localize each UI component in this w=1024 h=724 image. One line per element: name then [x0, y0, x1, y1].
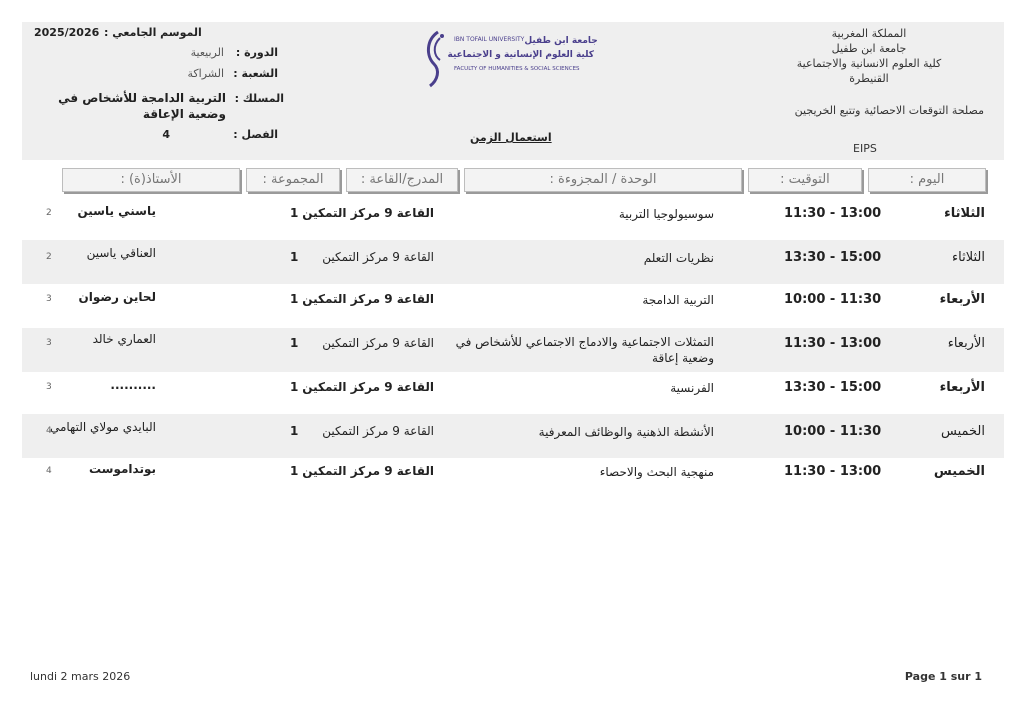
row-room: القاعة 9 مركز التمكين [322, 424, 434, 438]
row-room: القاعة 9 مركز التمكين [322, 250, 434, 264]
column-header-group: المجموعة : [246, 168, 340, 192]
logo-emblem-icon [420, 30, 450, 88]
table-row [22, 374, 1004, 414]
row-day: الأربعاء [939, 380, 985, 395]
row-time: 10:00 - 11:30 [784, 292, 882, 307]
column-header-prof: الأستاذ(ة) : [62, 168, 240, 192]
page-title: استعمال الزمن [470, 131, 552, 144]
row-prof: بوتداموست [88, 462, 156, 476]
row-group: 1 [290, 464, 299, 478]
faculty-name: كلية العلوم الانسانية والاجتماعية [796, 57, 942, 70]
row-day: الأربعاء [947, 336, 985, 351]
row-edge-mark: 3 [46, 338, 52, 348]
logo-ar-line1: جامعة ابن طفيل [524, 36, 598, 46]
row-prof: البايدي مولاي التهامي [49, 420, 156, 434]
row-room: القاعة 9 مركز التمكين [302, 380, 434, 394]
table-row [22, 286, 1004, 326]
institution-block [754, 26, 984, 86]
row-time: 11:30 - 13:00 [784, 336, 882, 351]
row-time: 13:30 - 15:00 [784, 250, 882, 265]
row-edge-mark: 3 [46, 382, 52, 392]
logo-en-line1: IBN TOFAIL UNIVERSITY [454, 36, 525, 43]
season-value: 2025/2026 [34, 26, 100, 39]
logo-ar-line2: كلية العلوم الإنسانية و الاجتماعية [447, 50, 594, 60]
logo-en-line2: FACULTY OF HUMANITIES & SOCIAL SCIENCES [454, 66, 580, 72]
branch-value: الشراكة [187, 67, 224, 80]
table-row [22, 240, 1004, 284]
row-group: 1 [290, 336, 299, 350]
kingdom-name: المملكة المغربية [831, 27, 907, 40]
branch-label: الشعبة : [233, 67, 278, 80]
row-time: 10:00 - 11:30 [784, 424, 882, 439]
row-time: 11:30 - 13:00 [784, 464, 882, 479]
row-room: القاعة 9 مركز التمكين [302, 292, 434, 306]
season-label: الموسم الجامعي : [104, 26, 202, 39]
row-day: الثلاثاء [944, 206, 985, 221]
row-prof: العماري خالد [92, 332, 156, 346]
row-prof: ياسني ياسين [77, 204, 156, 218]
row-group: 1 [290, 424, 299, 438]
row-room: القاعة 9 مركز التمكين [302, 464, 434, 478]
row-prof: لحاين رضوان [78, 290, 156, 304]
row-day: الأربعاء [939, 292, 985, 307]
row-unit: نظريات التعلم [643, 251, 714, 265]
row-unit: الأنشطة الذهنية والوظائف المعرفية [538, 425, 714, 439]
row-unit: التمثلات الاجتماعية والادماج الاجتماعي للأشخاص في وضعية إعاقة [455, 335, 714, 365]
row-time: 11:30 - 13:00 [784, 206, 882, 221]
row-group: 1 [290, 292, 299, 306]
table-row [22, 458, 1004, 494]
row-unit: الفرنسية [670, 381, 714, 395]
table-row [22, 414, 1004, 458]
session-label: الدورة : [235, 46, 278, 59]
row-day: الخميس [933, 464, 985, 479]
track-value: التربية الدامجة للأشخاص في وضعية الإعاقة [58, 91, 226, 121]
footer-page-number: Page 1 sur 1 [904, 670, 982, 683]
row-group: 1 [290, 250, 299, 264]
row-day: الخميس [941, 424, 985, 439]
row-time: 13:30 - 15:00 [784, 380, 882, 395]
semester-label: الفصل : [233, 128, 278, 141]
table-row [22, 196, 1004, 238]
row-edge-mark: 2 [46, 208, 52, 218]
university-name: جامعة ابن طفيل [831, 42, 907, 55]
track-label: المسلك : [234, 92, 284, 105]
row-room: القاعة 9 مركز التمكين [322, 336, 434, 350]
row-unit: التربية الدامجة [642, 293, 714, 307]
footer-date: lundi 2 mars 2026 [30, 670, 131, 683]
row-day: الثلاثاء [952, 250, 985, 265]
eips-label: EIPS [853, 142, 877, 155]
column-header-room: المدرج/القاعة : [346, 168, 458, 192]
university-logo [420, 30, 598, 88]
column-header-time: التوقيت : [748, 168, 862, 192]
semester-value: 4 [162, 128, 170, 141]
table-row [22, 328, 1004, 372]
row-group: 1 [290, 380, 299, 394]
session-value: الربيعية [190, 46, 224, 59]
row-edge-mark: 4 [46, 426, 52, 436]
city-name: القنيطرة [849, 72, 889, 85]
service-name: مصلحة التوقعات الاحصائية وتتبع الخريجين [794, 104, 984, 117]
row-room: القاعة 9 مركز التمكين [302, 206, 434, 220]
row-group: 1 [290, 206, 299, 220]
row-prof: .......... [110, 378, 156, 392]
row-edge-mark: 4 [46, 466, 52, 476]
column-header-day: اليوم : [868, 168, 986, 192]
row-unit: منهجية البحث والاحصاء [599, 465, 714, 479]
row-prof: العناقي ياسين [86, 246, 156, 260]
row-edge-mark: 2 [46, 252, 52, 262]
column-header-unit: الوحدة / المجزوءة : [464, 168, 742, 192]
row-unit: سوسيولوجيا التربية [618, 207, 714, 221]
row-edge-mark: 3 [46, 294, 52, 304]
